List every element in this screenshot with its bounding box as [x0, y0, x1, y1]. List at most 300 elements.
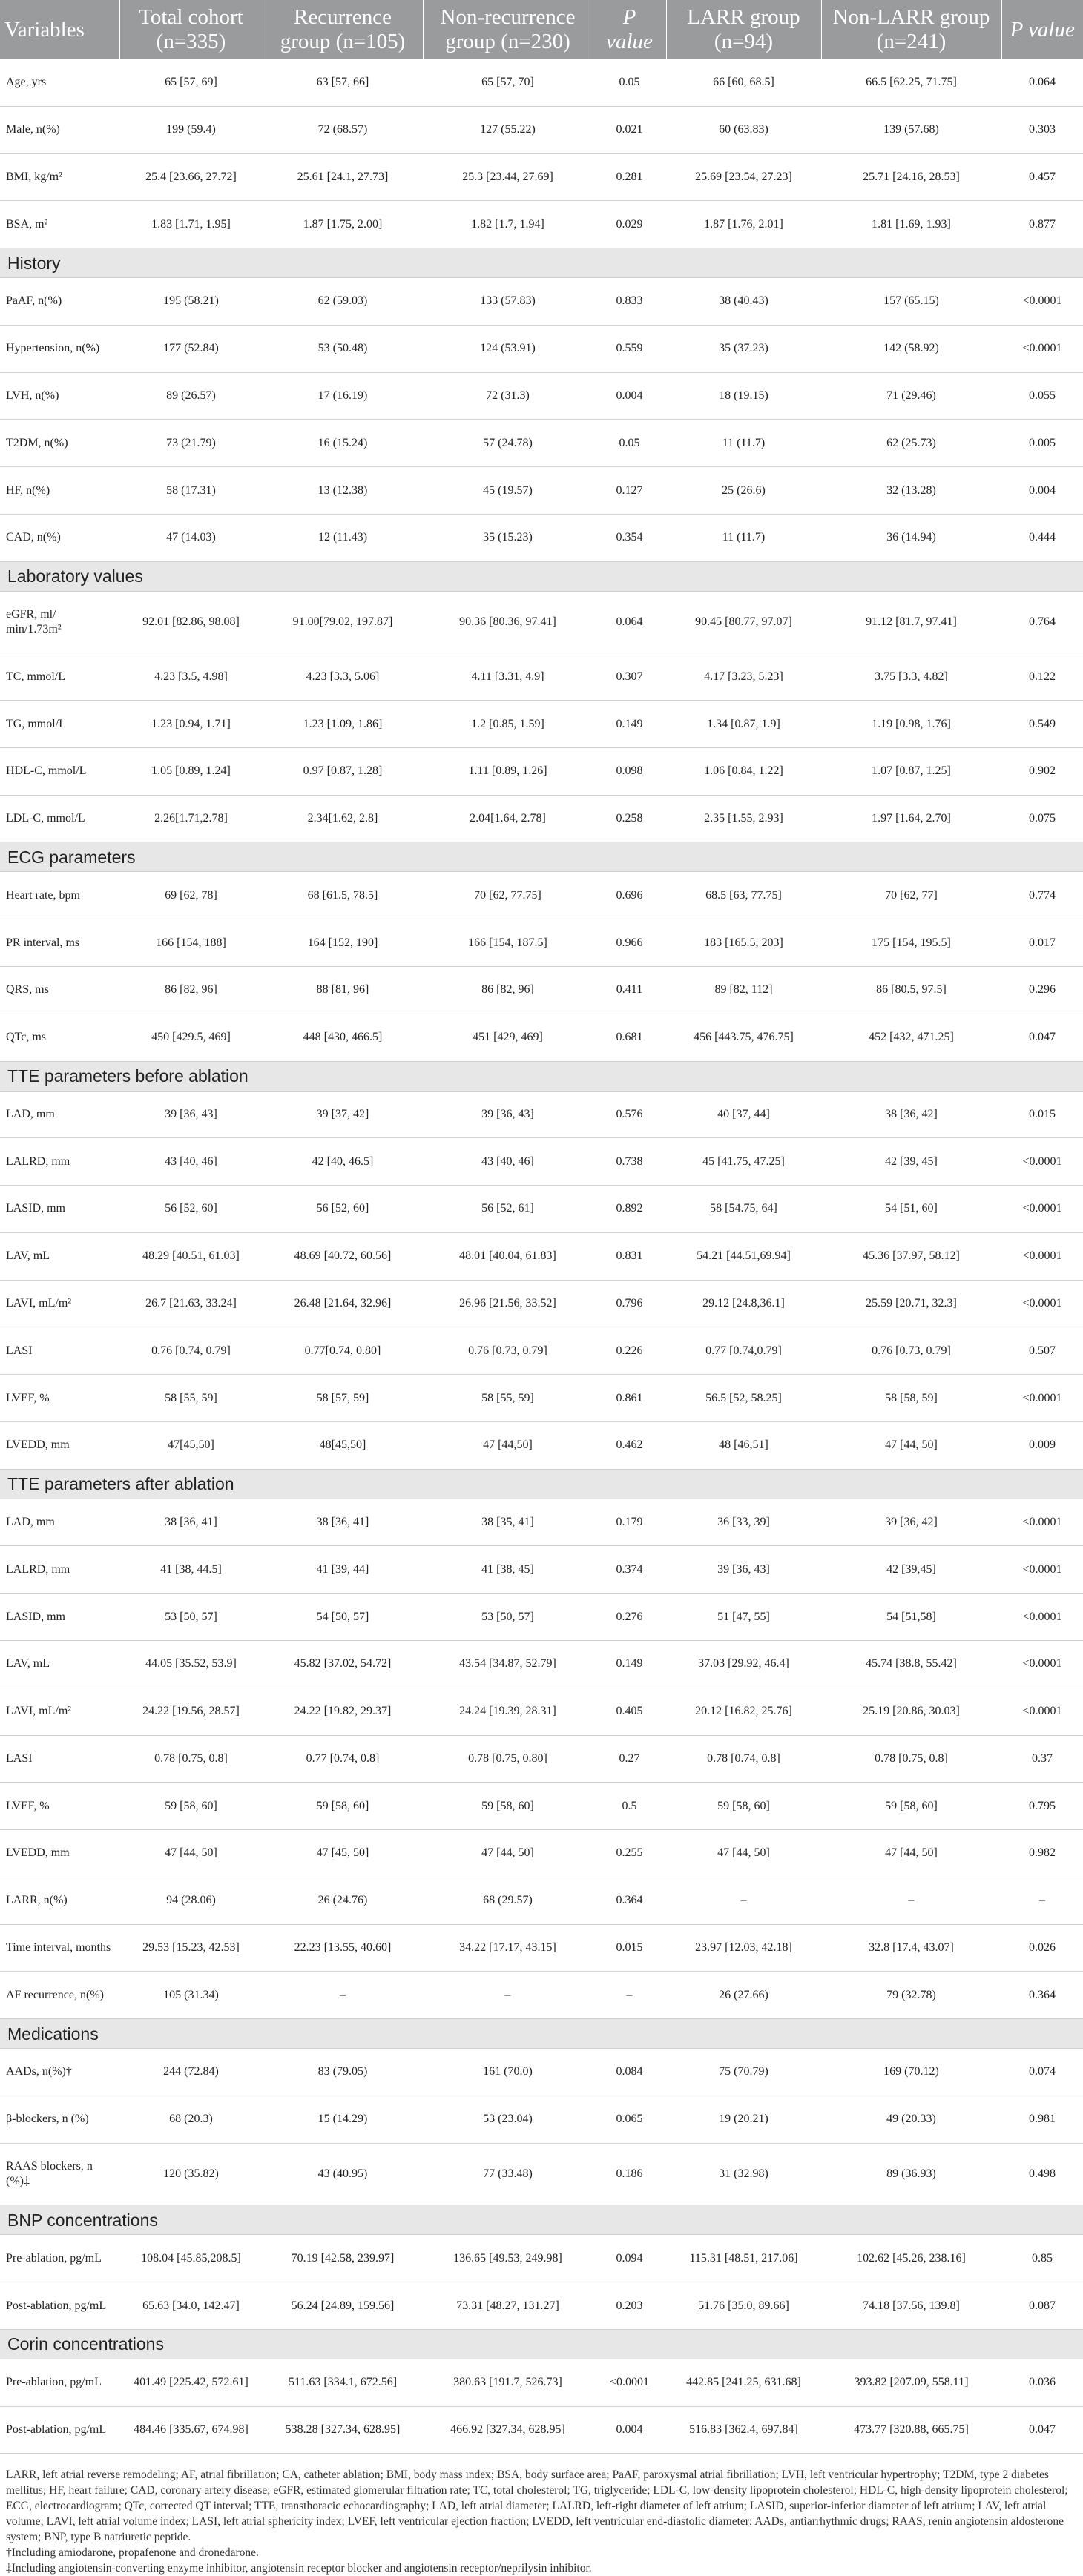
cell-non-larr: 473.77 [320.88, 665.75] [821, 2406, 1001, 2454]
cell-non-larr: 175 [154, 195.5] [821, 919, 1001, 967]
table-row [0, 201, 1083, 248]
cell-recurrence: 25.61 [24.1, 27.73] [263, 153, 423, 201]
cell-recurrence: 68 [61.5, 78.5] [263, 872, 423, 919]
cell-p-value-recurrence: 0.831 [593, 1232, 666, 1280]
cell-p-value-recurrence: 0.004 [593, 372, 666, 420]
cell-non-recurrence: 90.36 [80.36, 97.41] [423, 591, 593, 653]
cell-non-recurrence: 45 (19.57) [423, 467, 593, 515]
cell-p-value-larr: 0.364 [1001, 1972, 1083, 2019]
cell-variable: LAD, mm [0, 1499, 119, 1546]
cell-non-larr: 42 [39,45] [821, 1546, 1001, 1594]
cell-recurrence: 0.77 [0.74, 0.8] [263, 1735, 423, 1783]
section-title: ECG parameters [0, 842, 1083, 872]
section-header-row [0, 248, 1083, 278]
footnote-raas: ‡Including angiotensin-converting enzyme inhibitor, angiotensin receptor blocker and angiotensin receptor/neprilysin inhibitor. [6, 2562, 592, 2575]
cell-recurrence: 39 [37, 42] [263, 1091, 423, 1138]
cell-variable: PaAF, n(%) [0, 278, 119, 326]
header-recurrence-group: Recurrence group (n=105) [263, 0, 423, 59]
cell-p-value-larr: 0.498 [1001, 2143, 1083, 2205]
cell-larr: 31 (32.98) [666, 2143, 821, 2205]
cell-recurrence: 63 [57, 66] [263, 59, 423, 106]
cell-p-value-recurrence: 0.27 [593, 1735, 666, 1783]
cell-variable: QTc, ms [0, 1014, 119, 1061]
cell-total-cohort: 108.04 [45.85,208.5] [119, 2235, 263, 2282]
section-title: BNP concentrations [0, 2205, 1083, 2235]
cell-non-larr: 139 (57.68) [821, 106, 1001, 153]
cell-recurrence: 72 (68.57) [263, 106, 423, 153]
cell-larr: 36 [33, 39] [666, 1499, 821, 1546]
cell-total-cohort: 43 [40, 46] [119, 1138, 263, 1186]
cell-recurrence: 0.77[0.74, 0.80] [263, 1327, 423, 1375]
section-title: Laboratory values [0, 561, 1083, 591]
cell-p-value-recurrence: 0.179 [593, 1499, 666, 1546]
cell-variable: β-blockers, n (%) [0, 2096, 119, 2143]
cell-total-cohort: 56 [52, 60] [119, 1186, 263, 1233]
cell-p-value-larr: 0.982 [1001, 1830, 1083, 1877]
cell-non-larr: 142 (58.92) [821, 325, 1001, 372]
cell-p-value-recurrence: 0.149 [593, 1640, 666, 1688]
cell-total-cohort: 0.76 [0.74, 0.79] [119, 1327, 263, 1375]
cell-non-larr: 1.81 [1.69, 1.93] [821, 201, 1001, 248]
cell-p-value-larr: 0.047 [1001, 2406, 1083, 2454]
cell-variable: AF recurrence, n(%) [0, 1972, 119, 2019]
cell-larr: 442.85 [241.25, 631.68] [666, 2359, 821, 2406]
header-non-larr-group: Non-LARR group (n=241) [821, 0, 1001, 59]
footnote-abbreviations: LARR, left atrial reverse remodeling; AF, atrial fibrillation; CA, catheter ablation; BMI, body mass index; BSA, body surface area; PaAF, paroxysmal atrial fibrillation; LVH, left ventricular hypertrophy; T2DM, type 2 diabetes mellitus; HF, heart failure; CAD, coronary artery disease; eGFR, estimated glomerular filtration rate; TC, total cholesterol; TG, triglyceride; LDL-C, low-density lipoprotein cholesterol; HDL-C, high-density lipoprotein cholesterol; ECG, electrocardiogram; QTc, corrected QT interval; TTE, transthoracic echocardiography; LAD, left atrial diameter; LALRD, left-right diameter of left atrium; LASID, superior-inferior diameter of left atrium; LAV, left atrial volume; LAVI, left atrial volume index; LASI, left atrial sphericity index; LVEF, left ventricular ejection fraction; LVEDD, left ventricular end-diastolic diameter; AADs, antiarrhythmic drugs; RAAS, renin angiotensin aldosterone system; BNP, type B natriuretic peptide. [6, 2468, 1068, 2543]
cell-total-cohort: 48.29 [40.51, 61.03] [119, 1232, 263, 1280]
cell-p-value-larr: <0.0001 [1001, 1640, 1083, 1688]
table-row [0, 653, 1083, 701]
cell-p-value-recurrence: 0.892 [593, 1186, 666, 1233]
cell-non-recurrence: 136.65 [49.53, 249.98] [423, 2235, 593, 2282]
cell-total-cohort: 53 [50, 57] [119, 1594, 263, 1641]
cell-total-cohort: 69 [62, 78] [119, 872, 263, 919]
cell-variable: eGFR, ml/ min/1.73m² [0, 591, 119, 653]
cell-non-recurrence: 24.24 [19.39, 28.31] [423, 1688, 593, 1735]
cell-non-larr: 39 [36, 42] [821, 1499, 1001, 1546]
cell-non-larr: 3.75 [3.3, 4.82] [821, 653, 1001, 701]
cell-variable: Age, yrs [0, 59, 119, 106]
cell-non-larr: 54 [51,58] [821, 1594, 1001, 1641]
section-header-row [0, 561, 1083, 591]
cell-non-larr: 54 [51, 60] [821, 1186, 1001, 1233]
cell-variable: LAVI, mL/m² [0, 1688, 119, 1735]
cell-larr: 68.5 [63, 77.75] [666, 872, 821, 919]
section-header-row [0, 2329, 1083, 2359]
cell-recurrence: 538.28 [327.34, 628.95] [263, 2406, 423, 2454]
table-row [0, 1138, 1083, 1186]
cell-total-cohort: 199 (59.4) [119, 106, 263, 153]
cell-variable: T2DM, n(%) [0, 420, 119, 467]
cell-recurrence: 26.48 [21.64, 32.96] [263, 1280, 423, 1327]
cell-p-value-larr: 0.075 [1001, 795, 1083, 842]
cell-recurrence: 15 (14.29) [263, 2096, 423, 2143]
cell-p-value-larr: 0.005 [1001, 420, 1083, 467]
table-row [0, 1640, 1083, 1688]
cell-non-recurrence: 0.76 [0.73, 0.79] [423, 1327, 593, 1375]
cell-p-value-larr: 0.764 [1001, 591, 1083, 653]
table-row [0, 701, 1083, 748]
cell-p-value-larr: <0.0001 [1001, 1232, 1083, 1280]
cell-non-recurrence: 166 [154, 187.5] [423, 919, 593, 967]
cell-p-value-recurrence: 0.354 [593, 514, 666, 561]
cell-non-recurrence: 47 [44,50] [423, 1421, 593, 1469]
cell-variable: BMI, kg/m² [0, 153, 119, 201]
cell-p-value-larr: 0.074 [1001, 2049, 1083, 2096]
cell-larr: 90.45 [80.77, 97.07] [666, 591, 821, 653]
cell-larr: 115.31 [48.51, 217.06] [666, 2235, 821, 2282]
section-header-row [0, 1469, 1083, 1499]
table-row [0, 1014, 1083, 1061]
cell-non-recurrence: 34.22 [17.17, 43.15] [423, 1924, 593, 1972]
table-row [0, 1232, 1083, 1280]
cell-non-larr: 79 (32.78) [821, 1972, 1001, 2019]
table-row [0, 1735, 1083, 1783]
cell-recurrence: 1.87 [1.75, 2.00] [263, 201, 423, 248]
cell-larr: 35 (37.23) [666, 325, 821, 372]
cell-recurrence: 0.97 [0.87, 1.28] [263, 747, 423, 795]
cell-recurrence: 22.23 [13.55, 40.60] [263, 1924, 423, 1972]
cell-p-value-recurrence: 0.276 [593, 1594, 666, 1641]
cell-total-cohort: 1.23 [0.94, 1.71] [119, 701, 263, 748]
cell-total-cohort: 450 [429.5, 469] [119, 1014, 263, 1061]
cell-total-cohort: 2.26[1.71,2.78] [119, 795, 263, 842]
cell-larr: 51.76 [35.0, 89.66] [666, 2282, 821, 2330]
cell-non-recurrence: 47 [44, 50] [423, 1830, 593, 1877]
table-row [0, 919, 1083, 967]
cell-p-value-recurrence: 0.021 [593, 106, 666, 153]
cell-variable: LDL-C, mmol/L [0, 795, 119, 842]
cell-total-cohort: 177 (52.84) [119, 325, 263, 372]
cell-p-value-recurrence: 0.084 [593, 2049, 666, 2096]
table-row [0, 591, 1083, 653]
cell-recurrence: 54 [50, 57] [263, 1594, 423, 1641]
cell-p-value-larr: 0.015 [1001, 1091, 1083, 1138]
cell-non-recurrence: 0.78 [0.75, 0.80] [423, 1735, 593, 1783]
cell-variable: TG, mmol/L [0, 701, 119, 748]
cell-non-recurrence: – [423, 1972, 593, 2019]
table-row [0, 1186, 1083, 1233]
cell-larr: 4.17 [3.23, 5.23] [666, 653, 821, 701]
cell-non-larr: 45.36 [37.97, 58.12] [821, 1232, 1001, 1280]
cell-recurrence: 58 [57, 59] [263, 1375, 423, 1422]
header-non-recurrence-group: Non-recurrence group (n=230) [423, 0, 593, 59]
cell-p-value-recurrence: 0.065 [593, 2096, 666, 2143]
header-p-value-larr: P value [1001, 0, 1083, 59]
cell-total-cohort: 166 [154, 188] [119, 919, 263, 967]
cell-recurrence: 56 [52, 60] [263, 1186, 423, 1233]
cell-recurrence: 164 [152, 190] [263, 919, 423, 967]
cell-non-larr: 38 [36, 42] [821, 1091, 1001, 1138]
table-row [0, 1594, 1083, 1641]
cell-total-cohort: 89 (26.57) [119, 372, 263, 420]
table-row [0, 2282, 1083, 2330]
cell-p-value-larr: <0.0001 [1001, 1375, 1083, 1422]
cell-p-value-recurrence: 0.576 [593, 1091, 666, 1138]
cell-variable: Pre-ablation, pg/mL [0, 2359, 119, 2406]
table-row [0, 2049, 1083, 2096]
cell-recurrence: 12 (11.43) [263, 514, 423, 561]
cell-larr: 38 (40.43) [666, 278, 821, 326]
cell-recurrence: 59 [58, 60] [263, 1783, 423, 1830]
cell-recurrence: 4.23 [3.3, 5.06] [263, 653, 423, 701]
cell-larr: 0.78 [0.74, 0.8] [666, 1735, 821, 1783]
cell-p-value-larr: 0.444 [1001, 514, 1083, 561]
cell-p-value-larr: 0.774 [1001, 872, 1083, 919]
header-total-cohort: Total cohort (n=335) [119, 0, 263, 59]
cell-non-larr: 0.76 [0.73, 0.79] [821, 1327, 1001, 1375]
cell-p-value-larr: 0.37 [1001, 1735, 1083, 1783]
cell-p-value-recurrence: 0.796 [593, 1280, 666, 1327]
cell-variable: LAVI, mL/m² [0, 1280, 119, 1327]
cell-p-value-larr: 0.795 [1001, 1783, 1083, 1830]
cell-larr: 2.35 [1.55, 2.93] [666, 795, 821, 842]
header-larr-group: LARR group (n=94) [666, 0, 821, 59]
cell-total-cohort: 4.23 [3.5, 4.98] [119, 653, 263, 701]
cell-variable: LASI [0, 1735, 119, 1783]
table-row [0, 1688, 1083, 1735]
cell-non-recurrence: 38 [35, 41] [423, 1499, 593, 1546]
cell-total-cohort: 41 [38, 44.5] [119, 1546, 263, 1594]
table-row [0, 1972, 1083, 2019]
cell-recurrence: 47 [45, 50] [263, 1830, 423, 1877]
section-title: TTE parameters after ablation [0, 1469, 1083, 1499]
table-row [0, 747, 1083, 795]
cell-recurrence: 56.24 [24.89, 159.56] [263, 2282, 423, 2330]
cell-recurrence: 53 (50.48) [263, 325, 423, 372]
cell-p-value-recurrence: 0.861 [593, 1375, 666, 1422]
cell-larr: 11 (11.7) [666, 514, 821, 561]
cell-non-larr: 32 (13.28) [821, 467, 1001, 515]
cell-non-larr: 169 (70.12) [821, 2049, 1001, 2096]
cell-non-larr: 47 [44, 50] [821, 1421, 1001, 1469]
cell-variable: LARR, n(%) [0, 1877, 119, 1924]
cell-variable: LVEDD, mm [0, 1421, 119, 1469]
cell-larr: 20.12 [16.82, 25.76] [666, 1688, 821, 1735]
cell-variable: Post-ablation, pg/mL [0, 2282, 119, 2330]
cell-non-recurrence: 2.04[1.64, 2.78] [423, 795, 593, 842]
cell-recurrence: 42 [40, 46.5] [263, 1138, 423, 1186]
cell-p-value-larr: 0.122 [1001, 653, 1083, 701]
table-row [0, 1280, 1083, 1327]
cell-non-larr: 91.12 [81.7, 97.41] [821, 591, 1001, 653]
cell-p-value-larr: 0.507 [1001, 1327, 1083, 1375]
cell-p-value-recurrence: 0.966 [593, 919, 666, 967]
cell-total-cohort: 47 [44, 50] [119, 1830, 263, 1877]
cell-non-recurrence: 68 (29.57) [423, 1877, 593, 1924]
cell-total-cohort: 68 (20.3) [119, 2096, 263, 2143]
cell-p-value-larr: 0.981 [1001, 2096, 1083, 2143]
cell-larr: 0.77 [0.74,0.79] [666, 1327, 821, 1375]
cell-p-value-recurrence: 0.411 [593, 967, 666, 1014]
cell-variable: BSA, m² [0, 201, 119, 248]
cell-non-recurrence: 58 [55, 59] [423, 1375, 593, 1422]
cell-larr: 66 [60, 68.5] [666, 59, 821, 106]
cell-larr: 40 [37, 44] [666, 1091, 821, 1138]
cell-variable: LAV, mL [0, 1232, 119, 1280]
cell-variable: Heart rate, bpm [0, 872, 119, 919]
cell-p-value-recurrence: 0.098 [593, 747, 666, 795]
table-row [0, 514, 1083, 561]
section-title: Corin concentrations [0, 2329, 1083, 2359]
cell-variable: LASID, mm [0, 1186, 119, 1233]
cell-p-value-larr: 0.004 [1001, 467, 1083, 515]
cell-non-larr: 47 [44, 50] [821, 1830, 1001, 1877]
cell-non-larr: 66.5 [62.25, 71.75] [821, 59, 1001, 106]
cell-recurrence: 62 (59.03) [263, 278, 423, 326]
footnote-aads: †Including amiodarone, propafenone and dronedarone. [6, 2546, 259, 2559]
cell-p-value-larr: 0.036 [1001, 2359, 1083, 2406]
table-row [0, 1830, 1083, 1877]
cell-larr: 1.87 [1.76, 2.01] [666, 201, 821, 248]
cell-variable: LAD, mm [0, 1091, 119, 1138]
cell-p-value-larr: <0.0001 [1001, 1499, 1083, 1546]
table-row [0, 2406, 1083, 2454]
cell-variable: QRS, ms [0, 967, 119, 1014]
cell-non-recurrence: 133 (57.83) [423, 278, 593, 326]
table-row [0, 795, 1083, 842]
cell-recurrence: 41 [39, 44] [263, 1546, 423, 1594]
cell-recurrence: 48.69 [40.72, 60.56] [263, 1232, 423, 1280]
cell-non-larr: 62 (25.73) [821, 420, 1001, 467]
cell-non-larr: 452 [432, 471.25] [821, 1014, 1001, 1061]
cell-p-value-larr: 0.85 [1001, 2235, 1083, 2282]
cell-p-value-larr: <0.0001 [1001, 325, 1083, 372]
cell-variable: LALRD, mm [0, 1546, 119, 1594]
cell-total-cohort: 244 (72.84) [119, 2049, 263, 2096]
table-row [0, 420, 1083, 467]
cell-non-larr: 157 (65.15) [821, 278, 1001, 326]
cell-non-larr: 89 (36.93) [821, 2143, 1001, 2205]
cell-p-value-larr: <0.0001 [1001, 1546, 1083, 1594]
cell-variable: LALRD, mm [0, 1138, 119, 1186]
cell-non-larr: 58 [58, 59] [821, 1375, 1001, 1422]
cell-non-recurrence: 65 [57, 70] [423, 59, 593, 106]
table-row [0, 1091, 1083, 1138]
cell-larr: 1.06 [0.84, 1.22] [666, 747, 821, 795]
cell-non-larr: 102.62 [45.26, 238.16] [821, 2235, 1001, 2282]
cell-p-value-recurrence: 0.833 [593, 278, 666, 326]
cell-total-cohort: 24.22 [19.56, 28.57] [119, 1688, 263, 1735]
cell-variable: TC, mmol/L [0, 653, 119, 701]
cell-total-cohort: 58 [55, 59] [119, 1375, 263, 1422]
cell-non-recurrence: 1.82 [1.7, 1.94] [423, 201, 593, 248]
cell-recurrence: 38 [36, 41] [263, 1499, 423, 1546]
cell-p-value-recurrence: 0.5 [593, 1783, 666, 1830]
cell-p-value-larr: 0.303 [1001, 106, 1083, 153]
cell-non-larr: 25.71 [24.16, 28.53] [821, 153, 1001, 201]
cell-variable: LASI [0, 1327, 119, 1375]
cell-non-larr: 45.74 [38.8, 55.42] [821, 1640, 1001, 1688]
cell-non-recurrence: 39 [36, 43] [423, 1091, 593, 1138]
section-title: TTE parameters before ablation [0, 1061, 1083, 1091]
cell-p-value-recurrence: 0.094 [593, 2235, 666, 2282]
cell-non-larr: 71 (29.46) [821, 372, 1001, 420]
cell-recurrence: 448 [430, 466.5] [263, 1014, 423, 1061]
cell-variable: AADs, n(%)† [0, 2049, 119, 2096]
cell-total-cohort: 58 (17.31) [119, 467, 263, 515]
cell-p-value-larr: 0.017 [1001, 919, 1083, 967]
table-header [0, 0, 1083, 59]
cell-variable: Pre-ablation, pg/mL [0, 2235, 119, 2282]
cell-p-value-recurrence: 0.015 [593, 1924, 666, 1972]
cell-non-recurrence: 53 (23.04) [423, 2096, 593, 2143]
cell-non-larr: 59 [58, 60] [821, 1783, 1001, 1830]
section-header-row [0, 842, 1083, 872]
cell-non-larr: 86 [80.5, 97.5] [821, 967, 1001, 1014]
cell-larr: – [666, 1877, 821, 1924]
cell-p-value-larr: 0.026 [1001, 1924, 1083, 1972]
cell-non-recurrence: 77 (33.48) [423, 2143, 593, 2205]
cell-non-recurrence: 25.3 [23.44, 27.69] [423, 153, 593, 201]
cell-p-value-recurrence: 0.559 [593, 325, 666, 372]
cell-non-recurrence: 86 [82, 96] [423, 967, 593, 1014]
cell-larr: 29.12 [24.8,36.1] [666, 1280, 821, 1327]
cell-non-recurrence: 73.31 [48.27, 131.27] [423, 2282, 593, 2330]
cell-variable: LVEDD, mm [0, 1830, 119, 1877]
cell-total-cohort: 86 [82, 96] [119, 967, 263, 1014]
cell-p-value-larr: <0.0001 [1001, 1280, 1083, 1327]
cell-total-cohort: 120 (35.82) [119, 2143, 263, 2205]
cell-larr: 54.21 [44.51,69.94] [666, 1232, 821, 1280]
cell-non-larr: 74.18 [37.56, 139.8] [821, 2282, 1001, 2330]
cell-larr: 1.34 [0.87, 1.9] [666, 701, 821, 748]
cell-non-larr: 36 (14.94) [821, 514, 1001, 561]
cell-recurrence: 1.23 [1.09, 1.86] [263, 701, 423, 748]
cell-larr: 25.69 [23.54, 27.23] [666, 153, 821, 201]
cell-non-recurrence: 53 [50, 57] [423, 1594, 593, 1641]
cell-p-value-recurrence: 0.203 [593, 2282, 666, 2330]
table-row [0, 1783, 1083, 1830]
cell-larr: 18 (19.15) [666, 372, 821, 420]
cell-recurrence: 91.00[79.02, 197.87] [263, 591, 423, 653]
cell-p-value-larr: 0.009 [1001, 1421, 1083, 1469]
cell-total-cohort: 47 (14.03) [119, 514, 263, 561]
table-row [0, 106, 1083, 153]
cell-total-cohort: 401.49 [225.42, 572.61] [119, 2359, 263, 2406]
cell-larr: 47 [44, 50] [666, 1830, 821, 1877]
table-row [0, 1375, 1083, 1422]
section-title: Medications [0, 2019, 1083, 2049]
cell-non-recurrence: 43.54 [34.87, 52.79] [423, 1640, 593, 1688]
cell-total-cohort: 1.83 [1.71, 1.95] [119, 201, 263, 248]
cell-non-recurrence: 1.2 [0.85, 1.59] [423, 701, 593, 748]
table-row [0, 1327, 1083, 1375]
cell-recurrence: 83 (79.05) [263, 2049, 423, 2096]
cell-larr: 456 [443.75, 476.75] [666, 1014, 821, 1061]
cell-non-recurrence: 35 (15.23) [423, 514, 593, 561]
cell-larr: 51 [47, 55] [666, 1594, 821, 1641]
cell-larr: 75 (70.79) [666, 2049, 821, 2096]
cell-non-recurrence: 161 (70.0) [423, 2049, 593, 2096]
cell-total-cohort: 484.46 [335.67, 674.98] [119, 2406, 263, 2454]
footnotes [6, 2467, 1078, 2576]
table-row [0, 59, 1083, 106]
cell-total-cohort: 1.05 [0.89, 1.24] [119, 747, 263, 795]
cell-p-value-recurrence: 0.374 [593, 1546, 666, 1594]
cell-total-cohort: 73 (21.79) [119, 420, 263, 467]
cell-p-value-recurrence: 0.029 [593, 201, 666, 248]
cell-variable: LASID, mm [0, 1594, 119, 1641]
cell-variable: Hypertension, n(%) [0, 325, 119, 372]
cell-larr: 516.83 [362.4, 697.84] [666, 2406, 821, 2454]
cell-p-value-larr: 0.902 [1001, 747, 1083, 795]
cell-larr: 56.5 [52, 58.25] [666, 1375, 821, 1422]
cell-recurrence: 24.22 [19.82, 29.37] [263, 1688, 423, 1735]
cell-p-value-recurrence: 0.281 [593, 153, 666, 201]
cell-total-cohort: 65.63 [34.0, 142.47] [119, 2282, 263, 2330]
cell-total-cohort: 65 [57, 69] [119, 59, 263, 106]
